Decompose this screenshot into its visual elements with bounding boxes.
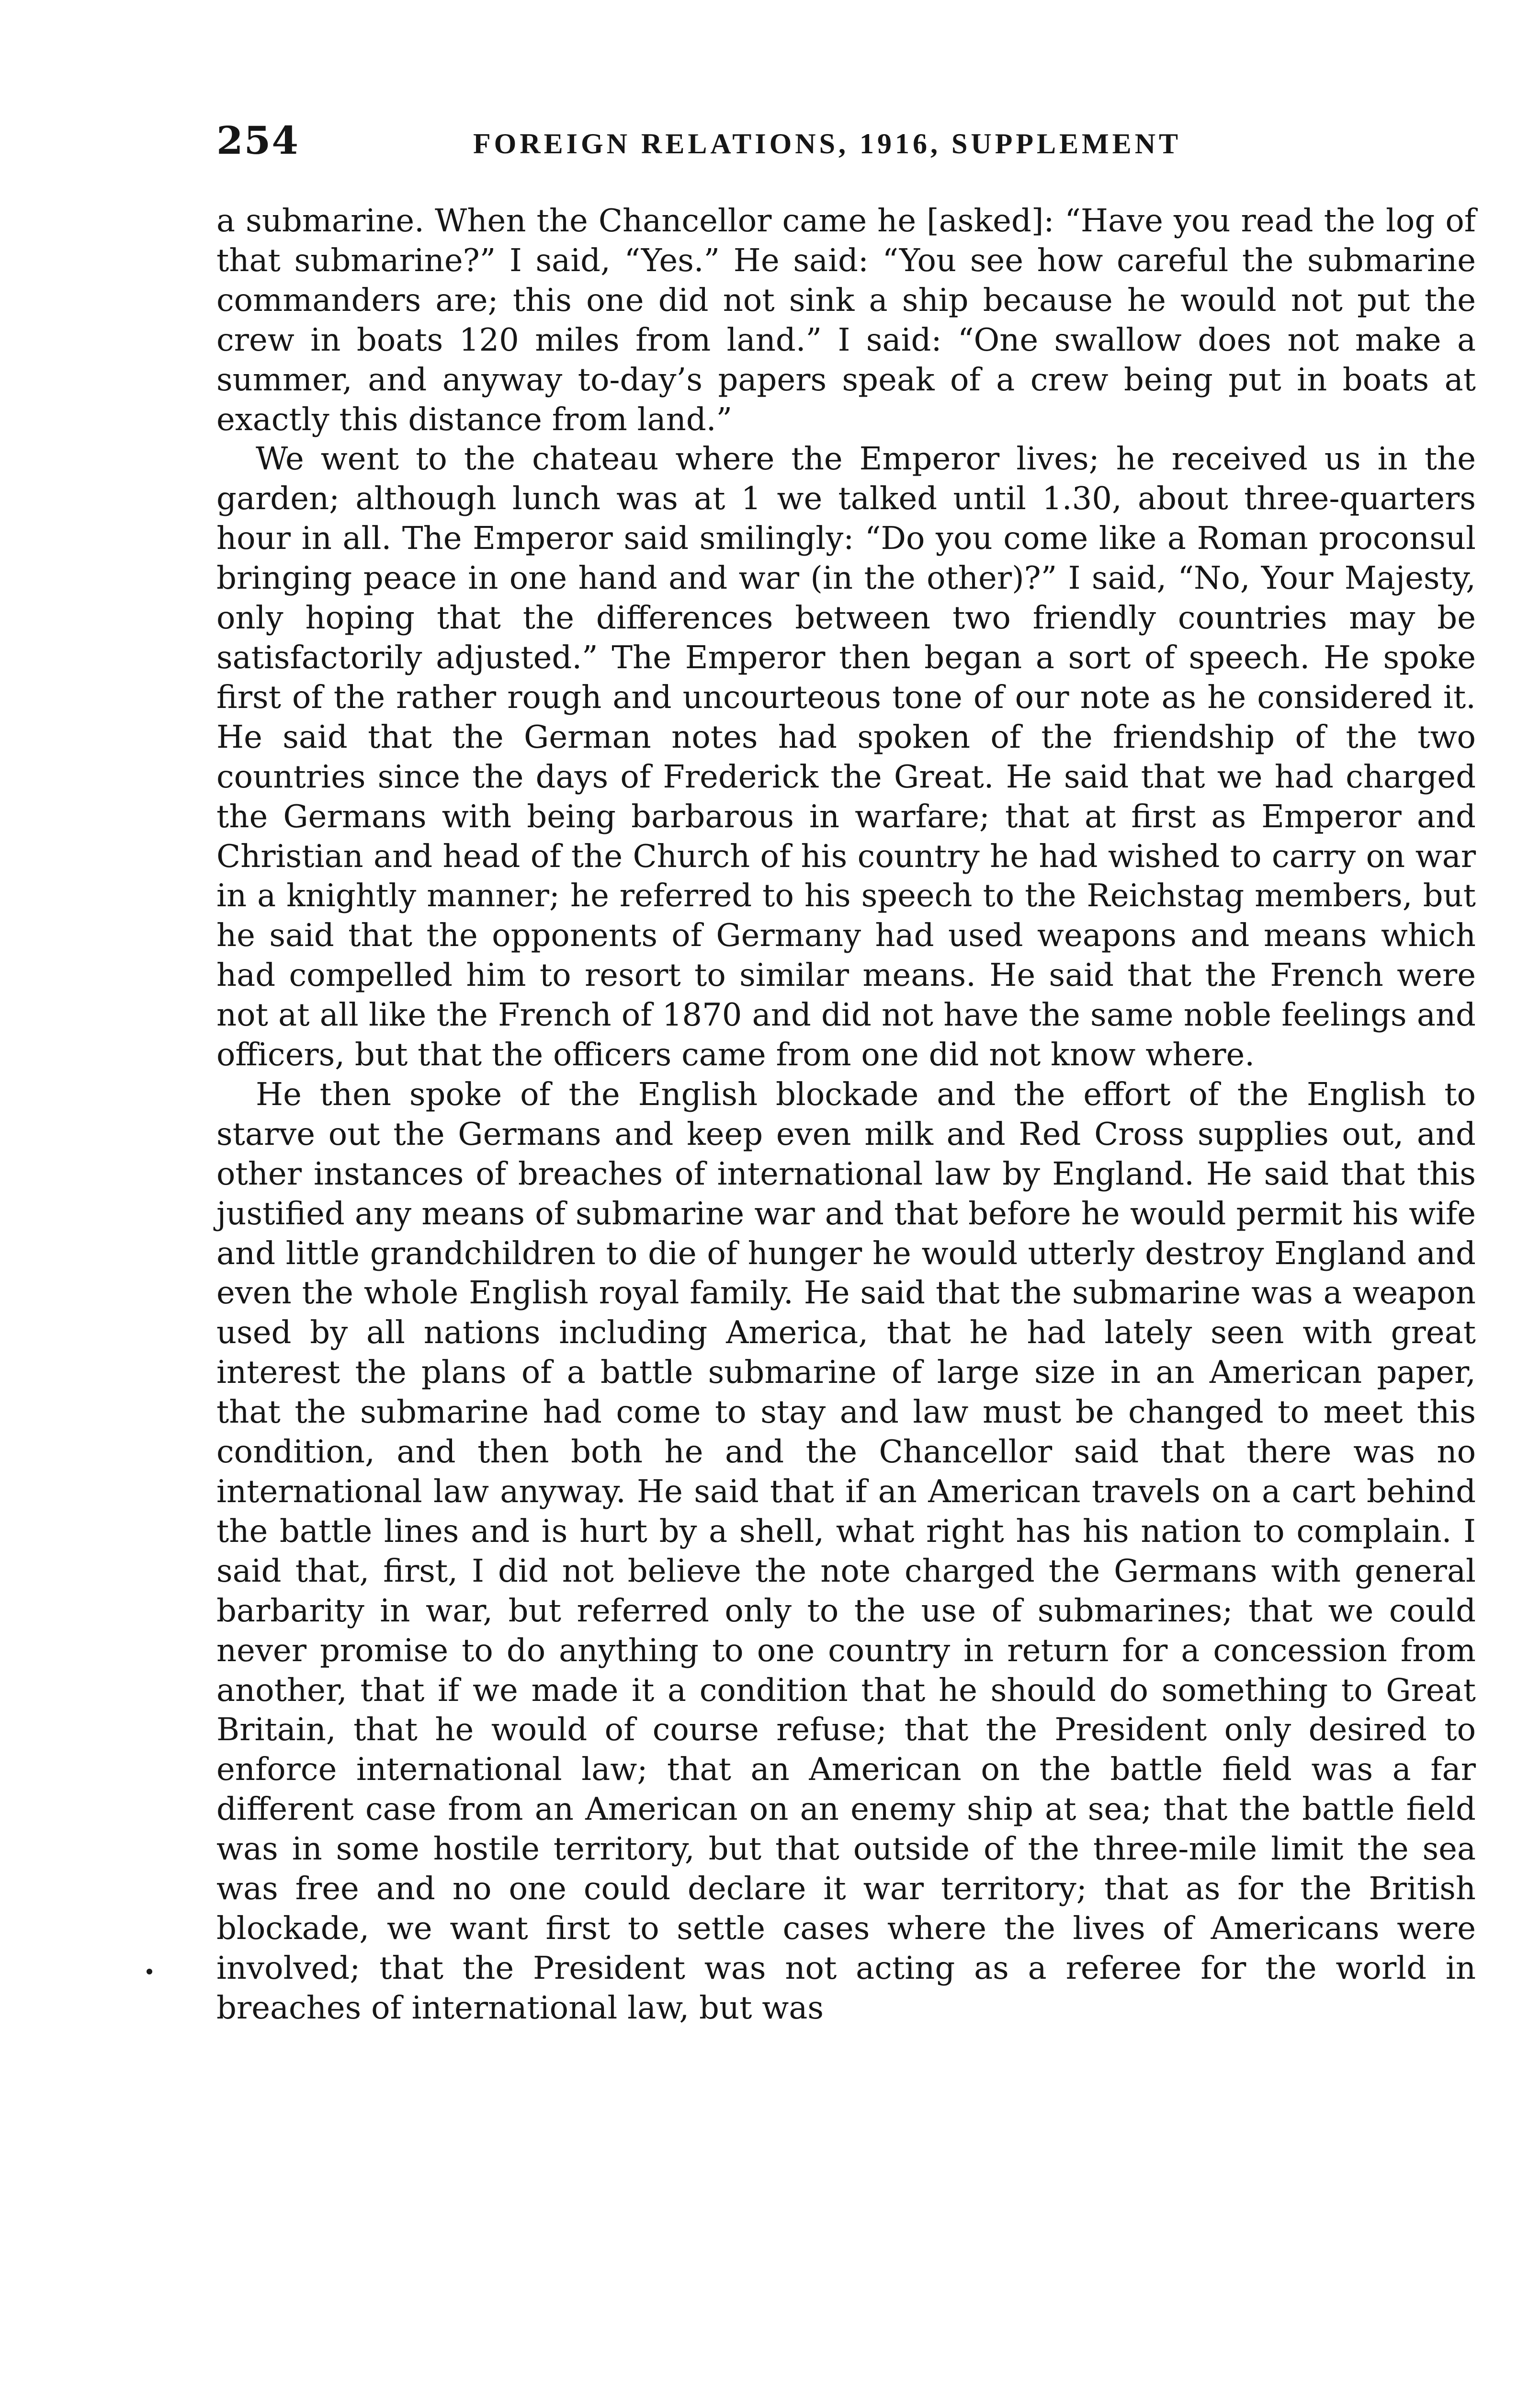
page-number: 254: [216, 118, 299, 163]
paragraph-1: a submarine. When the Chancellor came he [asked]: “Have you read the log of that submarine?” I said, “Yes.” He said: “You see how careful the submarine commanders are; this one did not sink a ship because he would not put the crew in boats 120 miles from land.” I said: “One swallow does not make a summer, and anyway to-day’s papers speak of a crew being put in boats at exactly this distance from land.”: [216, 203, 1476, 438]
paragraph-3: He then spoke of the English blockade and the effort of the English to starve out the Germans and keep even milk and Red Cross supplies out, and other instances of breaches of international law by England. He said that this justified any means of submarine war and that before he would permit his wife and little grandchildren to die of hunger he would utterly destroy England and even the whole English royal family. He said that the submarine was a weapon used by all nations including America, that he had lately seen with great interest the plans of a battle submarine of large size in an American paper, that the submarine had come to stay and law must be changed to meet this condition, and then both he and the Chancellor said that there was no international law anyway. He said that if an American travels on a cart behind the battle lines and is hurt by a shell, what right has his nation to complain. I said that, first, I did not believe the note charged the Germans with general barbarity in war, but referred only to the use of submarines; that we could never promise to do anything to one country in return for a concession from another, that if we made it a condition that he should do something to Great Britain, that he would of course refuse; that the President only desired to enforce international law; that an American on the battle field was a far different case from an American on an enemy ship at sea; that the battle field was in some hostile territory, but that outside of the three-mile limit the sea was free and no one could declare it war territory; that as for the British blockade, we want first to settle cases where the lives of Americans were involved; that the President was not acting as a referee for the world in breaches of international law, but was: [216, 1076, 1476, 2026]
margin-dot-mark: [147, 1969, 152, 1974]
running-title: FOREIGN RELATIONS, 1916, SUPPLEMENT: [473, 128, 1182, 160]
running-header: [216, 114, 1471, 167]
paragraph-2: We went to the chateau where the Emperor lives; he received us in the garden; although lunch was at 1 we talked until 1.30, about three-quarters hour in all. The Emperor said smilingly: “Do you come like a Roman proconsul bringing peace in one hand and war (in the other)?” I said, “No, Your Majesty, only hoping that the differences between two friendly countries may be satisfactorily adjusted.” The Emperor then began a sort of speech. He spoke first of the rather rough and uncourteous tone of our note as he considered it. He said that the German notes had spoken of the friendship of the two countries since the days of Frederick the Great. He said that we had charged the Germans with being barbarous in warfare; that at first as Emperor and Christian and head of the Church of his country he had wished to carry on war in a knightly manner; he referred to his speech to the Reichstag members, but he said that the opponents of Germany had used weapons and means which had compelled him to resort to similar means. He said that the French were not at all like the French of 1870 and did not have the same noble feelings and officers, but that the officers came from one did not know where.: [216, 441, 1476, 1073]
body-text: [216, 201, 1476, 2028]
